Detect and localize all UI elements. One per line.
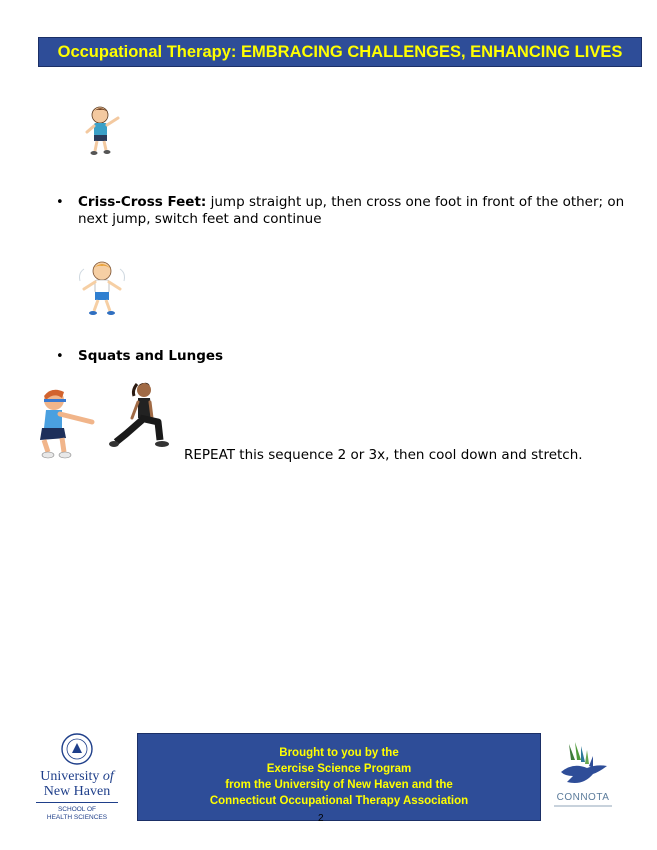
jumping-child-illustration — [82, 104, 124, 162]
unh-name: University of New Haven — [40, 769, 114, 799]
item-text: jump straight up, then cross one foot in front of the other; on — [206, 194, 625, 210]
item-label: Squats and Lunges — [78, 348, 224, 364]
university-seal-icon — [61, 733, 93, 765]
bullet-dot: • — [56, 195, 64, 210]
list-item — [56, 194, 638, 228]
list-item — [56, 348, 478, 365]
connota-logo — [547, 742, 619, 807]
bullet-dot: • — [56, 349, 64, 364]
bird-icon — [553, 742, 613, 788]
footer-line: Exercise Science Program — [266, 763, 412, 775]
unh-logo — [36, 733, 118, 822]
footer-credit-box — [137, 733, 541, 821]
footer-line: Connecticut Occupational Therapy Association — [209, 795, 469, 807]
lunge-illustration — [108, 378, 184, 460]
jumping-jack-child-illustration — [76, 259, 128, 319]
connota-tagline-rule — [554, 805, 612, 807]
page-title: Occupational Therapy: EMBRACING CHALLENGES, ENHANCING LIVES — [57, 42, 623, 61]
connota-wordmark: CONNOTA — [556, 792, 610, 803]
page-number: 2 — [318, 813, 324, 824]
squat-illustration — [36, 384, 106, 462]
footer-line: from the University of New Haven and the — [225, 779, 453, 791]
item-text-continued: next jump, switch feet and continue — [78, 211, 322, 227]
unh-school: SCHOOL OF HEALTH SCIENCES — [36, 802, 118, 822]
header-banner — [38, 37, 642, 67]
repeat-instruction: REPEAT this sequence 2 or 3x, then cool down and stretch. — [184, 447, 583, 463]
item-label: Criss-Cross Feet: — [78, 194, 207, 210]
footer-line: Brought to you by the — [279, 747, 399, 759]
